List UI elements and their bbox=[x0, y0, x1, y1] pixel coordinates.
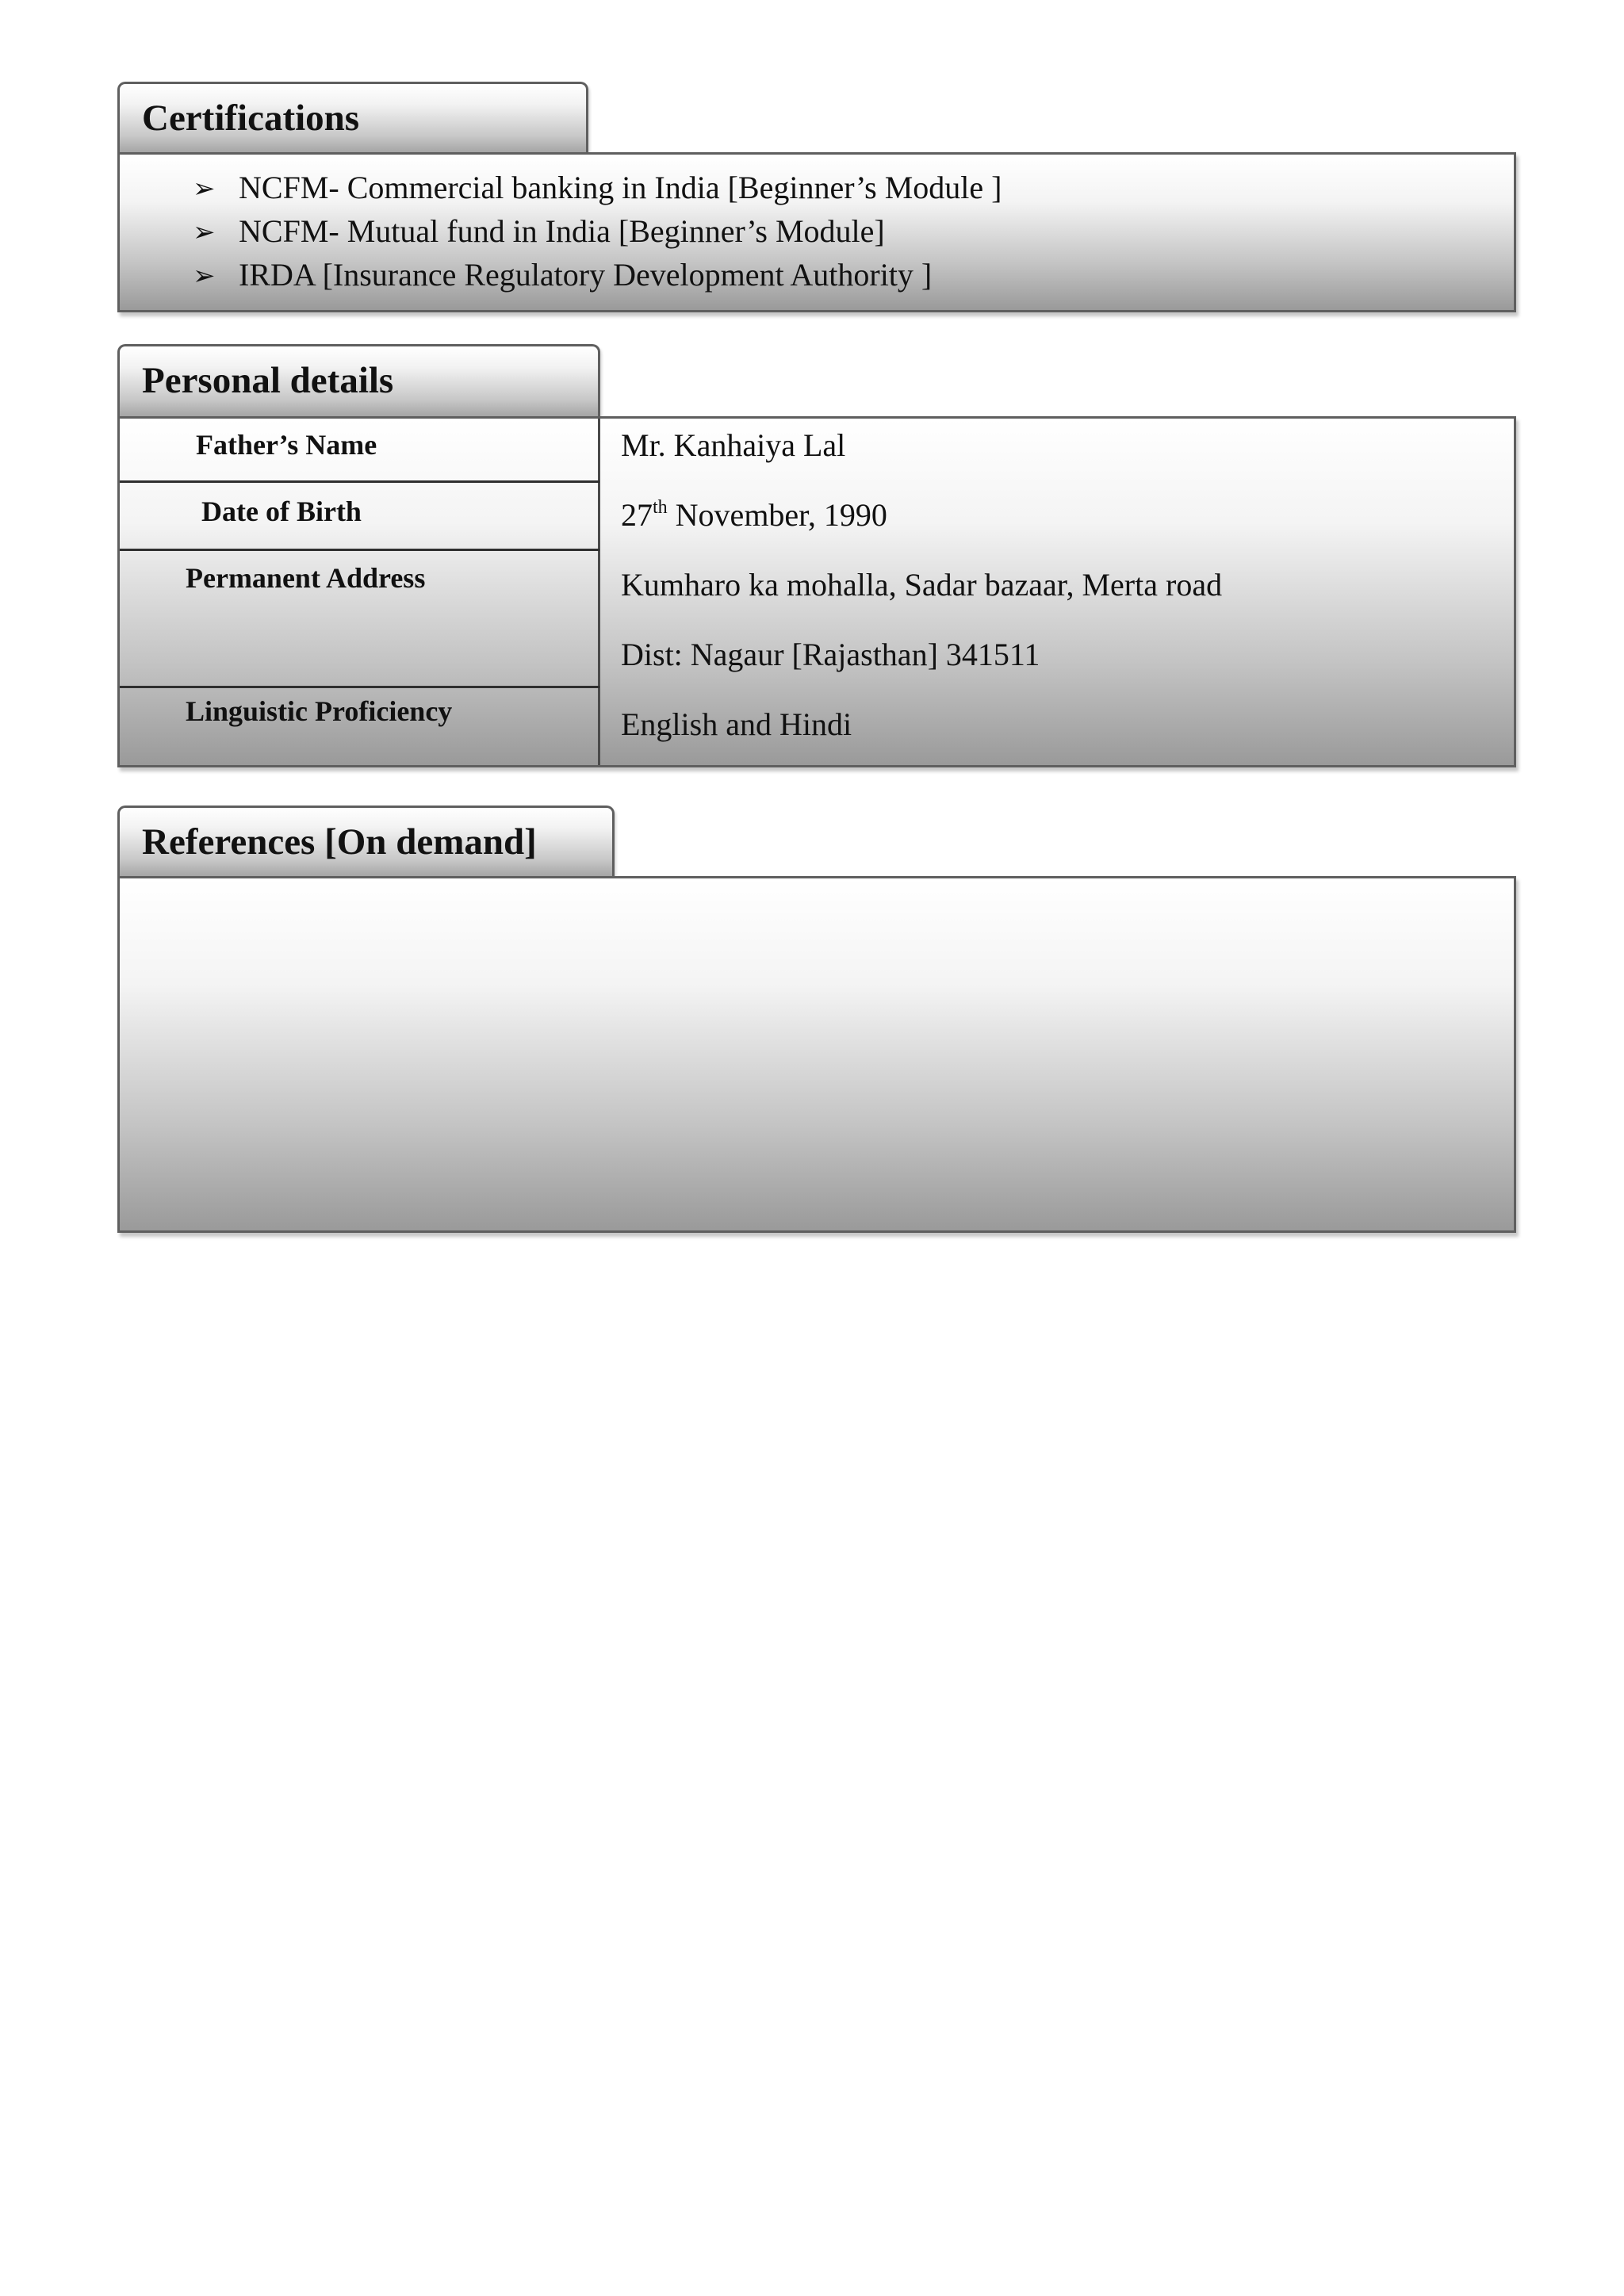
personal-details-table bbox=[117, 416, 1516, 767]
fathers-name-label: Father’s Name bbox=[196, 429, 377, 461]
row-divider bbox=[120, 549, 599, 551]
personal-details-heading: Personal details bbox=[117, 344, 600, 417]
dob-rest: November, 1990 bbox=[667, 497, 887, 533]
list-item bbox=[193, 209, 1002, 253]
certifications-heading: Certifications bbox=[117, 82, 588, 153]
fathers-name-value: Mr. Kanhaiya Lal bbox=[621, 427, 846, 463]
dob-day: 27 bbox=[621, 497, 653, 533]
row-divider bbox=[120, 686, 599, 688]
certification-text: NCFM- Commercial banking in India [Beginner’s Module ] bbox=[239, 170, 1002, 205]
row-divider bbox=[120, 480, 599, 483]
arrowhead-bullet-icon: ➢ bbox=[193, 260, 216, 292]
language-label: Linguistic Proficiency bbox=[186, 695, 453, 727]
list-item bbox=[193, 253, 1002, 297]
certifications-panel bbox=[117, 152, 1516, 312]
arrowhead-bullet-icon: ➢ bbox=[193, 173, 216, 205]
certifications-list bbox=[193, 166, 1002, 297]
references-heading: References [On demand] bbox=[117, 806, 615, 877]
dob-label: Date of Birth bbox=[201, 496, 362, 527]
certification-text: NCFM- Mutual fund in India [Beginner’s Module] bbox=[239, 213, 885, 249]
references-panel bbox=[117, 876, 1516, 1233]
certification-text: IRDA [Insurance Regulatory Development Authority ] bbox=[239, 257, 933, 293]
language-value: English and Hindi bbox=[621, 706, 852, 742]
address-line-1: Kumharo ka mohalla, Sadar bazaar, Merta road bbox=[621, 567, 1223, 603]
address-label: Permanent Address bbox=[186, 562, 426, 594]
list-item bbox=[193, 166, 1002, 209]
dob-value bbox=[621, 496, 887, 534]
column-divider bbox=[598, 419, 600, 765]
arrowhead-bullet-icon: ➢ bbox=[193, 216, 216, 248]
dob-suffix: th bbox=[653, 497, 668, 518]
address-line-2: Dist: Nagaur [Rajasthan] 341511 bbox=[621, 637, 1040, 672]
